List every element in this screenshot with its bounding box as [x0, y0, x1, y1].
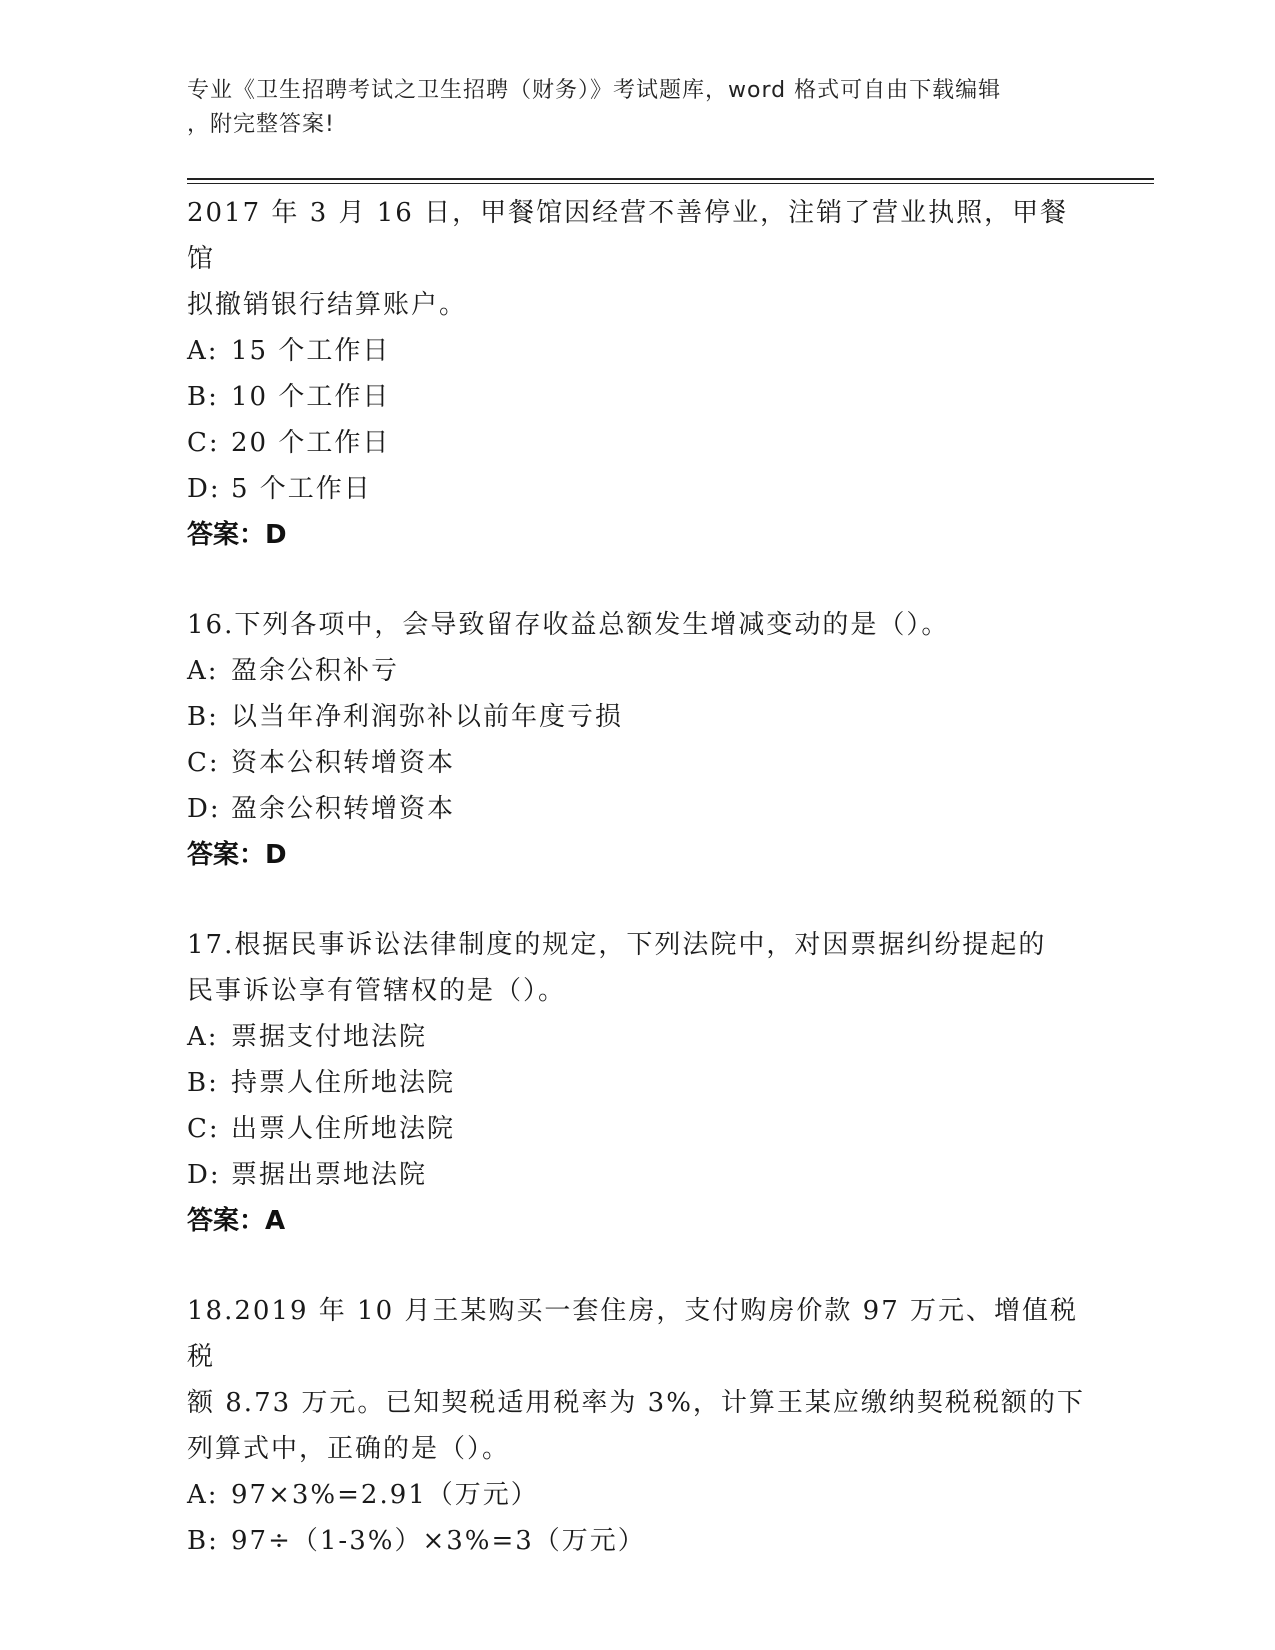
option-a — [187, 328, 1087, 374]
option-a — [187, 1472, 1087, 1518]
answer-line: 答案：A — [187, 1206, 286, 1236]
option-letter: B: — [187, 702, 219, 732]
option-letter: A: — [187, 1480, 219, 1510]
option-text: 盈余公积转增资本 — [231, 794, 456, 824]
option-text: 资本公积转增资本 — [231, 748, 456, 778]
question-list — [187, 190, 1087, 1608]
question-text-line: 拟撤销银行结算账户。 — [187, 290, 468, 320]
header-line-2: ，附完整答案! — [187, 112, 335, 137]
option-letter: B: — [187, 382, 219, 412]
option-letter: A: — [187, 656, 219, 686]
question-item — [187, 602, 1087, 878]
option-text: 10 个工作日 — [231, 382, 391, 412]
option-text: 5 个工作日 — [231, 474, 372, 504]
option-d — [187, 466, 1087, 512]
question-text-line: 2017 年 3 月 16 日，甲餐馆因经营不善停业，注销了营业执照，甲餐馆 — [187, 198, 1069, 274]
question-text-line: 列算式中，正确的是（）。 — [187, 1434, 511, 1464]
option-d — [187, 786, 1087, 832]
option-b — [187, 1518, 1087, 1564]
option-text: 盈余公积补亏 — [231, 656, 400, 686]
header-divider-thick — [187, 178, 1154, 180]
option-letter: C: — [187, 748, 220, 778]
option-letter: A: — [187, 1022, 219, 1052]
option-text: 15 个工作日 — [231, 336, 391, 366]
answer-line: 答案：D — [187, 840, 287, 870]
header-divider-thin — [187, 183, 1154, 184]
option-text: 票据出票地法院 — [231, 1160, 428, 1190]
option-c — [187, 1106, 1087, 1152]
option-a — [187, 1014, 1087, 1060]
header-line-1: 专业《卫生招聘考试之卫生招聘（财务）》考试题库，word 格式可自由下载编辑 — [187, 78, 1002, 103]
option-letter: D: — [187, 474, 221, 504]
document-header — [187, 74, 1087, 142]
option-text: 票据支付地法院 — [231, 1022, 428, 1052]
question-item — [187, 190, 1087, 558]
option-letter: A: — [187, 336, 219, 366]
option-text: 以当年净利润弥补以前年度亏损 — [231, 702, 624, 732]
answer-line: 答案：D — [187, 520, 287, 550]
question-text-line: 额 8.73 万元。已知契税适用税率为 3%，计算王某应缴纳契税税额的下 — [187, 1388, 1085, 1418]
option-letter: D: — [187, 794, 221, 824]
option-letter: C: — [187, 1114, 220, 1144]
question-item — [187, 922, 1087, 1244]
option-text: 97÷（1-3%）×3%=3（万元） — [231, 1526, 646, 1556]
question-text-line: 民事诉讼享有管辖权的是（）。 — [187, 976, 567, 1006]
option-a — [187, 648, 1087, 694]
question-text-line: 16.下列各项中，会导致留存收益总额发生增减变动的是（）。 — [187, 610, 950, 640]
option-letter: B: — [187, 1526, 219, 1556]
question-text-line: 17.根据民事诉讼法律制度的规定，下列法院中，对因票据纠纷提起的 — [187, 930, 1047, 960]
question-text-line: 18.2019 年 10 月王某购买一套住房，支付购房价款 97 万元、增值税税 — [187, 1296, 1079, 1372]
option-letter: B: — [187, 1068, 219, 1098]
option-d — [187, 1152, 1087, 1198]
option-b — [187, 374, 1087, 420]
question-item — [187, 1288, 1087, 1564]
option-text: 20 个工作日 — [231, 428, 391, 458]
option-b — [187, 694, 1087, 740]
option-letter: D: — [187, 1160, 221, 1190]
option-text: 持票人住所地法院 — [231, 1068, 456, 1098]
option-letter: C: — [187, 428, 220, 458]
option-text: 出票人住所地法院 — [231, 1114, 456, 1144]
option-text: 97×3%=2.91（万元） — [231, 1480, 539, 1510]
option-c — [187, 420, 1087, 466]
option-c — [187, 740, 1087, 786]
option-b — [187, 1060, 1087, 1106]
